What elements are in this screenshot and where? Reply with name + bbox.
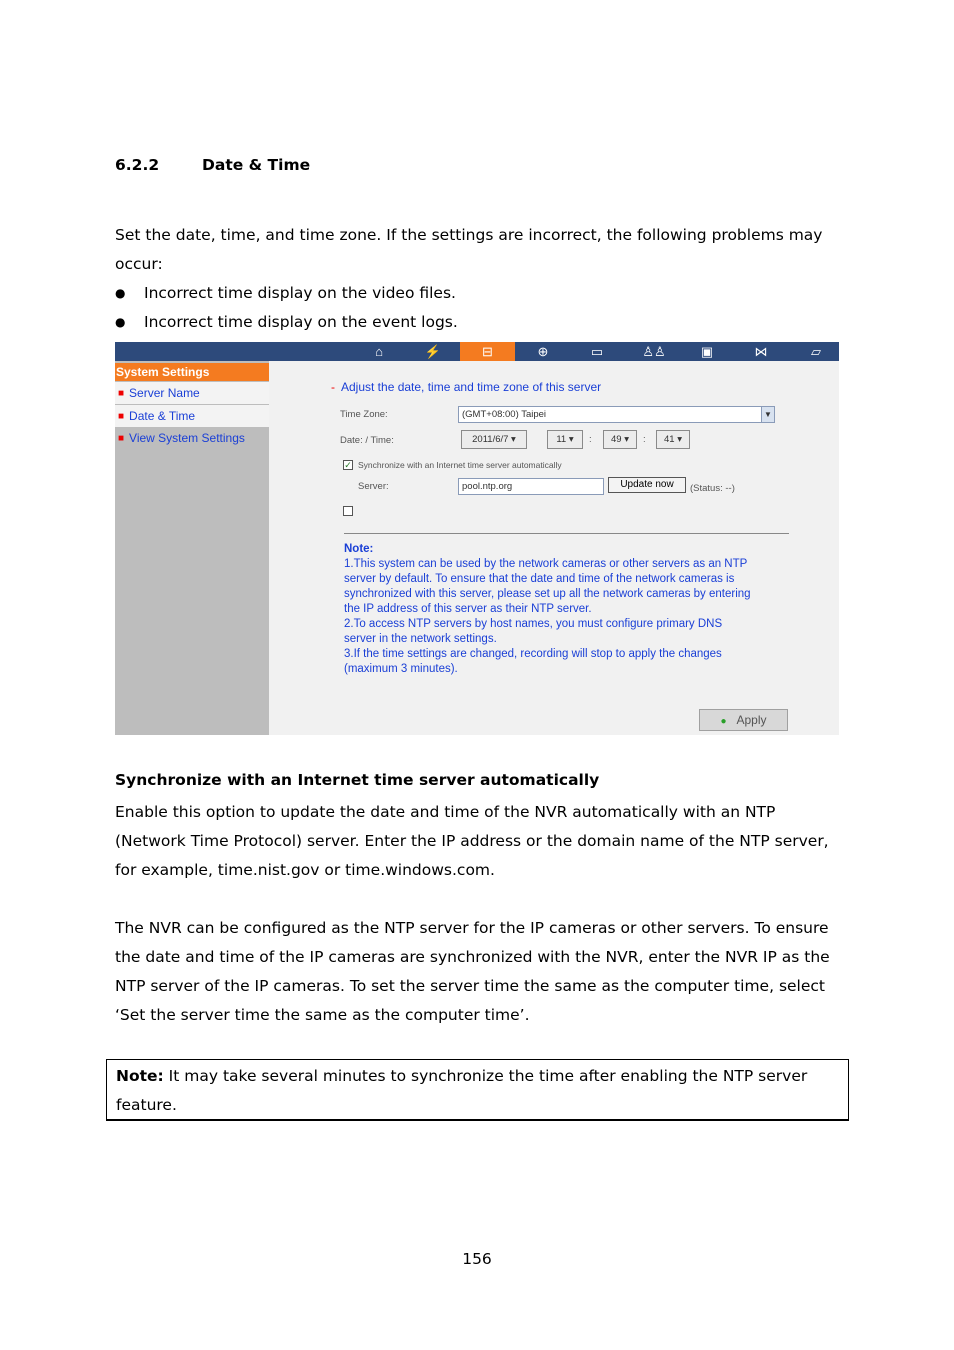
update-now-button[interactable]: Update now	[608, 477, 686, 493]
time-zone-select[interactable]: (GMT+08:00) Taipei ▼	[458, 406, 775, 423]
page-heading: - Adjust the date, time and time zone of this server	[331, 380, 602, 394]
note-line: server in the network settings.	[344, 633, 497, 645]
apply-button[interactable]: ● Apply	[699, 709, 788, 731]
time-separator: :	[589, 434, 592, 445]
time-separator: :	[643, 434, 646, 445]
note-line: synchronized with this server, please set up all the network cameras by entering	[344, 588, 751, 600]
hour-select[interactable]: 11 ▾	[547, 430, 583, 449]
note-title: Note:	[344, 543, 374, 555]
note-line: 2.To access NTP servers by host names, you must configure primary DNS	[344, 618, 723, 630]
network-icon[interactable]: ⚡	[424, 344, 442, 359]
chevron-down-icon: ▼	[761, 407, 774, 422]
page-number: 156	[462, 1250, 492, 1268]
home-icon[interactable]: ⌂	[375, 344, 383, 359]
logout-icon[interactable]: ▱	[811, 344, 821, 359]
note-line: 1.This system can be used by the network cameras or other servers as an NTP	[344, 558, 748, 570]
section-heading	[115, 156, 310, 174]
sidebar-item-view-system-settings[interactable]: ■ View System Settings	[118, 431, 245, 445]
sync-label: Synchronize with an Internet time server automatically	[358, 460, 562, 470]
sidebar-item-date-time[interactable]: ■ Date & Time	[115, 405, 269, 427]
set-computer-time-checkbox[interactable]	[343, 506, 353, 516]
note-label: Note:	[116, 1067, 164, 1085]
server-label: Server:	[358, 481, 389, 492]
bullet-dot-icon: ●	[115, 315, 126, 329]
camera-icon[interactable]: ▣	[700, 344, 714, 359]
note-text: It may take several minutes to synchronize the time after enabling the NTP server feature.	[116, 1067, 808, 1114]
date-select[interactable]: 2011/6/7 ▾	[461, 430, 527, 449]
minute-select[interactable]: 49 ▾	[603, 430, 637, 449]
note-line: (maximum 3 minutes).	[344, 663, 458, 675]
note-box	[106, 1059, 849, 1121]
sidebar-title: System Settings	[115, 363, 269, 381]
intro-paragraph: Set the date, time, and time zone. If the settings are incorrect, the following problems may occur:	[115, 226, 823, 273]
second-select[interactable]: 41 ▾	[656, 430, 690, 449]
note-block	[344, 542, 794, 677]
dash-icon: -	[331, 380, 335, 394]
bullet-icon: ■	[118, 433, 125, 444]
recording-icon[interactable]: ▭	[590, 344, 604, 359]
status-text: (Status: --)	[690, 483, 735, 494]
note-line: 3.If the time settings are changed, recording will stop to apply the changes	[344, 648, 722, 660]
date-time-label: Date: / Time:	[340, 435, 394, 446]
sync-paragraph: Enable this option to update the date and time of the NVR automatically with an NTP (Network Time Protocol) server. Enter the IP address or the domain name of the NTP server, for example, time.nist.gov or time.windows.com.	[115, 803, 829, 879]
nvr-paragraph: The NVR can be configured as the NTP server for the IP cameras or other servers. To ensure the date and time of the IP cameras are synchronized with the NVR, enter the NVR IP as the NTP server of the IP cameras. To set the server time the same as the computer time, select ‘Set the server time the same as the computer time’.	[115, 919, 830, 1024]
bullet-icon: ●	[720, 716, 727, 727]
users-icon[interactable]: ♙♙	[642, 344, 666, 359]
time-zone-label: Time Zone:	[340, 409, 388, 420]
top-navigation-bar	[115, 342, 839, 361]
mail-icon[interactable]: ⋈	[754, 344, 768, 359]
devices-icon[interactable]: ⊕	[537, 344, 549, 359]
section-title: Date & Time	[202, 156, 311, 174]
note-line: server by default. To ensure that the date and time of the network cameras is	[344, 573, 735, 585]
divider	[344, 533, 789, 534]
ntp-server-input[interactable]: pool.ntp.org	[458, 478, 604, 495]
sidebar-item-server-name[interactable]: ■ Server Name	[115, 382, 269, 404]
bullet-icon: ■	[118, 411, 125, 422]
section-number: 6.2.2	[115, 156, 160, 174]
note-line: the IP address of this server as their NTP server.	[344, 603, 592, 615]
system-settings-icon[interactable]: ⊟	[460, 342, 515, 361]
bullet-dot-icon: ●	[115, 286, 126, 300]
bullet-icon: ■	[118, 388, 125, 399]
sync-heading: Synchronize with an Internet time server automatically	[115, 771, 600, 789]
bullet-item: ● Incorrect time display on the video files.	[115, 279, 840, 308]
date-time-settings-screenshot	[115, 342, 839, 735]
sync-checkbox[interactable]: ✓	[344, 460, 352, 470]
bullet-item: ● Incorrect time display on the event logs.	[115, 308, 840, 337]
